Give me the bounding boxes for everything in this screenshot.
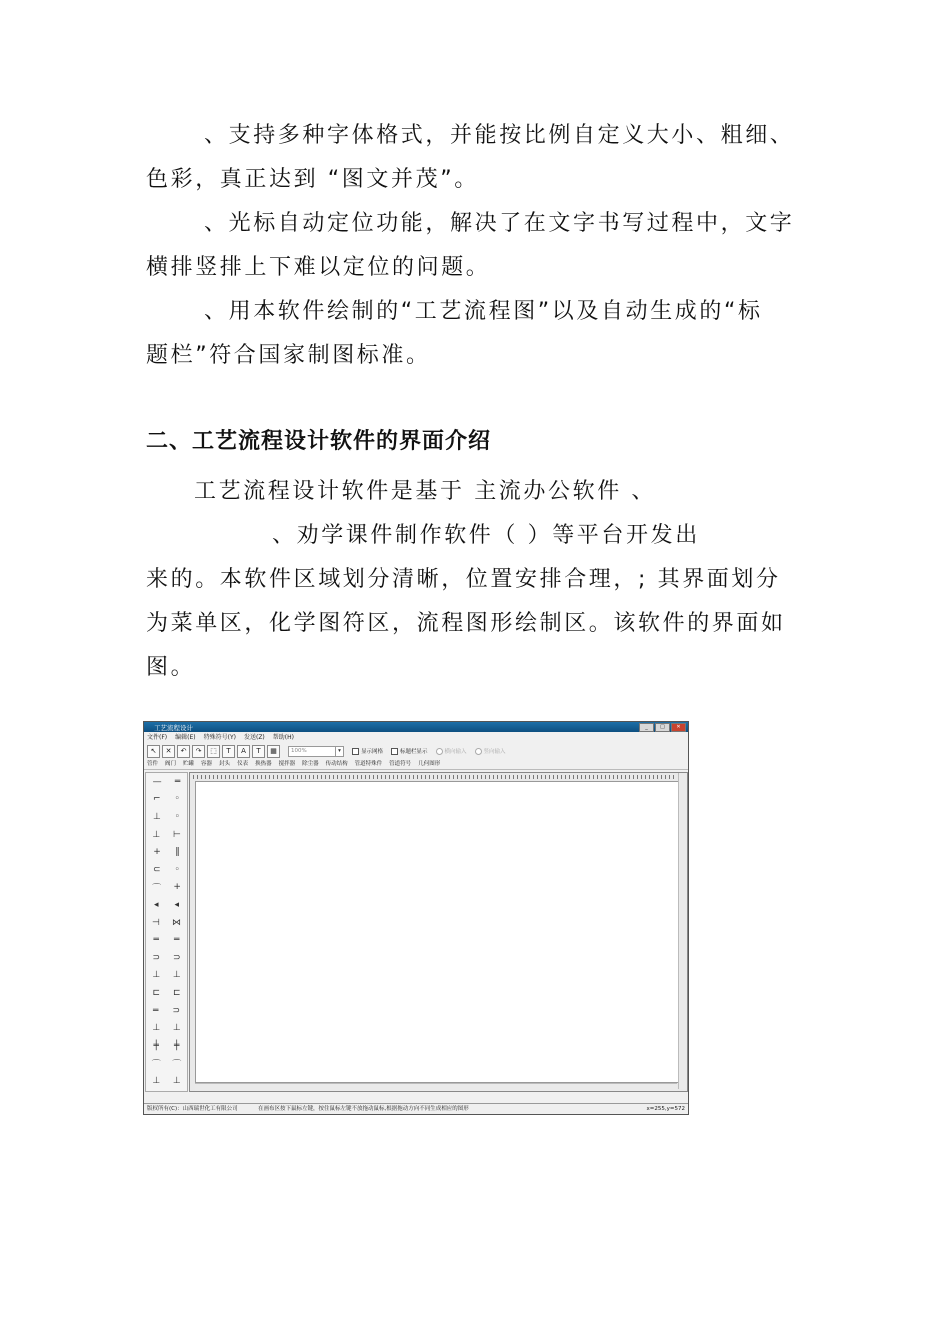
vertical-scrollbar[interactable]	[678, 773, 686, 1089]
window-controls	[639, 723, 686, 732]
pipe-symbol-icon[interactable]: +	[153, 847, 161, 858]
pipe-symbol-icon[interactable]: ⊃	[172, 1005, 180, 1016]
palette-row	[146, 826, 187, 844]
tab-symbol-category[interactable]: 几何图形	[418, 761, 441, 767]
text-line: 工艺流程设计软件是基于 主流办公软件 、	[194, 479, 656, 504]
symbol-category-tabs	[144, 759, 689, 770]
drawing-canvas[interactable]	[195, 781, 679, 1083]
palette-row	[146, 1002, 187, 1020]
palette-row	[146, 967, 187, 985]
palette-row	[146, 843, 187, 861]
tab-symbol-category[interactable]: 传动结构	[325, 761, 348, 767]
pipe-symbol-icon[interactable]: ‖	[175, 847, 180, 858]
text-line: 色彩，真正达到 “图文并茂”。	[146, 167, 479, 192]
text-line: 图。	[146, 655, 196, 680]
pipe-symbol-icon[interactable]: ⊥	[152, 1023, 161, 1034]
text-line: 横排竖排上下难以定位的问题。	[146, 255, 491, 280]
pipe-symbol-icon[interactable]: ╪	[153, 1040, 159, 1051]
minimize-icon[interactable]: _	[639, 723, 654, 732]
select-icon[interactable]: ⬚	[207, 745, 220, 758]
menu-item[interactable]: 特殊符号(Y)	[203, 734, 236, 741]
redo-icon[interactable]: ↷	[192, 745, 205, 758]
zoom-select[interactable]	[288, 746, 344, 757]
snap-grid-option[interactable]	[352, 747, 383, 755]
pipe-symbol-icon[interactable]: ⊥	[172, 1023, 181, 1034]
horizontal-scrollbar[interactable]	[195, 1083, 677, 1091]
pipe-symbol-icon[interactable]: ⊏	[172, 987, 181, 998]
software-screenshot	[143, 721, 689, 1115]
vertical-input-option[interactable]	[475, 747, 506, 755]
pipe-symbol-icon[interactable]: ═	[153, 935, 159, 946]
cursor-coordinates: x=255,y=572	[646, 1106, 685, 1112]
pipe-symbol-icon[interactable]: ⊥	[152, 829, 161, 840]
tab-symbol-category[interactable]: 贮罐	[183, 761, 195, 767]
palette-row	[146, 1037, 187, 1055]
text-line: 来的。本软件区域划分清晰，位置安排合理，; 其界面划分	[146, 567, 781, 592]
chevron-down-icon[interactable]: ▾	[335, 747, 343, 756]
option-label: 标题栏显示	[400, 749, 428, 755]
tab-symbol-category[interactable]: 容器	[201, 761, 213, 767]
copyright-text: 版权所有(C)：山西瑞世化工有限公司	[147, 1106, 238, 1112]
pipe-symbol-icon[interactable]: ◦	[174, 811, 181, 822]
palette-row	[146, 808, 187, 826]
pipe-symbol-icon[interactable]: ⊥	[152, 1075, 161, 1086]
window-title: 工艺流程设计	[154, 724, 193, 732]
pipe-symbol-icon[interactable]: ⋈	[171, 917, 181, 928]
pipe-symbol-icon[interactable]: +	[173, 882, 181, 893]
menu-item[interactable]: 帮助(H)	[272, 734, 294, 741]
text-line: 题栏”符合国家制图标准。	[146, 343, 431, 368]
palette-row	[146, 1019, 187, 1037]
pipe-symbol-icon[interactable]: ⊥	[172, 970, 181, 981]
tab-symbol-category[interactable]: 管件	[147, 761, 159, 767]
checkbox[interactable]	[391, 748, 398, 755]
text-horizontal-icon[interactable]: T	[252, 745, 265, 758]
pipe-symbol-icon[interactable]: ◦	[174, 864, 180, 875]
tab-symbol-category[interactable]: 仪表	[237, 761, 249, 767]
pipe-symbol-icon[interactable]: ⌒	[151, 1059, 161, 1070]
pipe-symbol-icon[interactable]: ◂	[153, 899, 159, 910]
pipe-symbol-icon[interactable]: ⌐	[153, 794, 161, 805]
option-label: 竖向输入	[483, 749, 506, 755]
pipe-symbol-icon[interactable]: ⊥	[172, 1075, 181, 1086]
window-titlebar	[144, 722, 688, 732]
pipe-symbol-icon[interactable]: ═	[174, 776, 181, 787]
text-line: 、劝学课件制作软件（ ）等平台开发出	[272, 523, 700, 548]
pipe-symbol-icon[interactable]: ╪	[174, 1040, 180, 1051]
tab-symbol-category[interactable]: 管道特殊件	[354, 761, 383, 767]
horizontal-input-option[interactable]	[436, 747, 467, 755]
radio[interactable]	[475, 748, 482, 755]
maximize-icon[interactable]: □	[655, 723, 670, 732]
palette-row	[146, 931, 187, 949]
toolbar	[144, 744, 689, 758]
paragraph-cursor-positioning	[146, 202, 811, 290]
zoom-value: 100%	[291, 747, 307, 754]
symbol-palette	[145, 772, 188, 1092]
tab-symbol-category[interactable]: 搅拌器	[278, 761, 296, 767]
pipe-symbol-icon[interactable]: ⌒	[152, 883, 162, 894]
paragraph-interface-intro	[146, 470, 811, 690]
menu-item[interactable]: 文件(F)	[147, 734, 168, 741]
pipe-symbol-icon[interactable]: ⊥	[152, 811, 161, 822]
palette-row	[146, 896, 187, 914]
radio[interactable]	[436, 748, 443, 755]
paragraph-font-support	[146, 114, 811, 202]
palette-row	[146, 861, 187, 879]
pipe-symbol-icon[interactable]: ⊢	[172, 829, 181, 840]
menu-item[interactable]: 编辑(E)	[175, 734, 196, 741]
title-block-option[interactable]	[391, 747, 428, 755]
undo-icon[interactable]: ↶	[177, 745, 190, 758]
status-hint: 在画布区按下鼠标左键，按住鼠标左键不放拖动鼠标,根据拖动方向不同生成相应的图形	[258, 1106, 469, 1112]
pipe-symbol-icon[interactable]: ⊃	[152, 952, 161, 963]
tab-symbol-category[interactable]: 换热器	[255, 761, 272, 767]
tab-symbol-category[interactable]: 封头	[219, 761, 231, 767]
menu-bar	[144, 733, 689, 743]
pipe-symbol-icon[interactable]: ⊃	[172, 952, 181, 963]
pipe-symbol-icon[interactable]: ⊂	[153, 864, 161, 875]
drawing-area	[189, 772, 688, 1092]
pipe-symbol-icon[interactable]: ⊥	[152, 970, 161, 981]
palette-row	[146, 791, 187, 809]
option-label: 横向输入	[444, 749, 467, 755]
text-vertical-icon[interactable]: A	[237, 745, 250, 758]
palette-row	[146, 949, 187, 967]
pipe-symbol-icon[interactable]: —	[152, 776, 162, 787]
grid-icon[interactable]: ▦	[267, 745, 280, 758]
tab-symbol-category[interactable]: 除尘器	[302, 761, 319, 767]
palette-row	[146, 984, 187, 1002]
pipe-symbol-icon[interactable]: ◦	[174, 794, 180, 805]
pipe-symbol-icon[interactable]: ⊏	[152, 987, 161, 998]
tab-symbol-category[interactable]: 管道符号	[389, 761, 412, 767]
checkbox[interactable]	[352, 748, 359, 755]
text-line: 为菜单区，化学图符区，流程图形绘制区。该软件的界面如	[146, 611, 786, 636]
palette-row	[146, 773, 187, 791]
delete-icon[interactable]: ✕	[162, 745, 175, 758]
status-bar	[144, 1103, 688, 1114]
pipe-symbol-icon[interactable]: ═	[174, 935, 180, 946]
palette-row	[146, 1072, 187, 1090]
palette-row	[146, 914, 187, 932]
section-heading: 二、工艺流程设计软件的界面介绍	[146, 429, 492, 454]
menu-item[interactable]: 发送(Z)	[243, 734, 265, 741]
text-icon[interactable]: T	[222, 745, 235, 758]
pipe-symbol-icon[interactable]: ◂	[174, 899, 180, 910]
pipe-symbol-icon[interactable]: ⊣	[152, 917, 160, 928]
option-label: 显示网格	[361, 749, 384, 755]
text-line: 、光标自动定位功能，解决了在文字书写过程中，文字	[204, 211, 795, 236]
pointer-icon[interactable]: ↖	[147, 745, 160, 758]
ruler	[193, 775, 675, 779]
pipe-symbol-icon[interactable]: ⌒	[172, 1059, 182, 1070]
tab-symbol-category[interactable]: 阀门	[165, 761, 177, 767]
palette-row	[146, 879, 187, 897]
pipe-symbol-icon[interactable]: ═	[153, 1005, 159, 1016]
text-line: 、支持多种字体格式，并能按比例自定义大小、粗细、	[204, 123, 795, 148]
close-icon[interactable]: ✕	[671, 723, 686, 732]
paragraph-standards	[146, 290, 811, 378]
palette-row	[146, 1055, 187, 1073]
text-line: 、用本软件绘制的“工艺流程图”以及自动生成的“标	[204, 299, 763, 324]
